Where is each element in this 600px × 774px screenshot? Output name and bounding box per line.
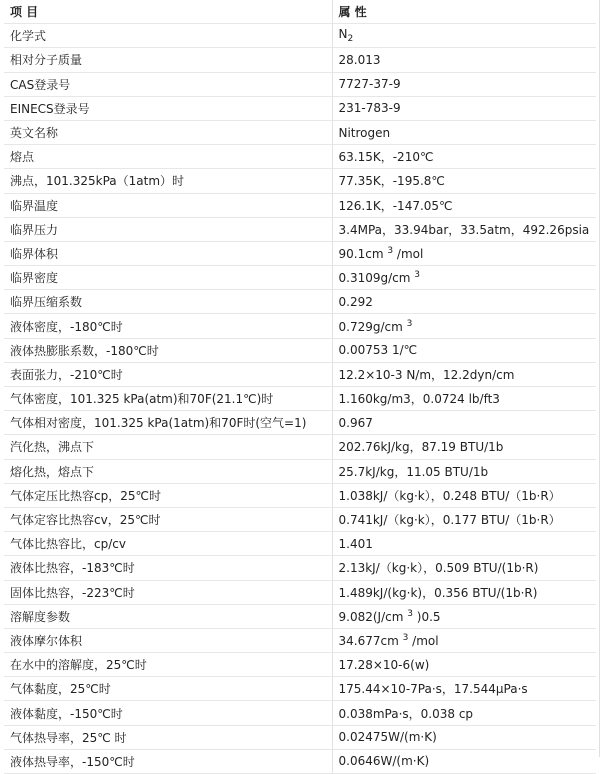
property-name: 液体摩尔体积 (10, 633, 83, 648)
property-value-cell (332, 241, 596, 265)
table-row (4, 120, 596, 144)
property-value-cell (332, 507, 596, 531)
property-name-cell (4, 507, 332, 531)
property-value: Nitrogen (338, 125, 391, 140)
property-name: 相对分子质量 (10, 53, 83, 68)
nitrogen-properties-table (4, 0, 596, 774)
property-name: 气体热导率，25℃ 时 (10, 730, 127, 745)
header-cell-value (332, 0, 596, 24)
table-row (4, 362, 596, 386)
property-name: 气体定压比热容cp，25℃时 (10, 488, 161, 503)
property-value-cell (332, 580, 596, 604)
property-value-cell (332, 314, 596, 338)
property-value-cell (332, 145, 596, 169)
property-name: 沸点，101.325kPa（1atm）时 (10, 174, 185, 189)
property-value-cell (332, 677, 596, 701)
table-row (4, 266, 596, 290)
property-value-cell (332, 217, 596, 241)
property-name: 溶解度参数 (10, 609, 71, 624)
table-row (4, 241, 596, 265)
property-name: 汽化热，沸点下 (10, 440, 95, 455)
table-row (4, 72, 596, 96)
property-value-cell (332, 193, 596, 217)
property-name-cell (4, 145, 332, 169)
property-name: 气体黏度，25℃时 (10, 682, 111, 697)
property-value: 0.741kJ/（kg·k），0.177 BTU/（1b·R） (338, 513, 561, 528)
property-value: 0.967 (338, 415, 373, 430)
property-name-cell (4, 362, 332, 386)
property-name-cell (4, 459, 332, 483)
property-name-cell (4, 653, 332, 677)
property-name-cell (4, 483, 332, 507)
table-row (4, 532, 596, 556)
property-name-cell (4, 677, 332, 701)
property-name: 英文名称 (10, 126, 59, 141)
table-header-row (4, 0, 596, 24)
property-value-cell (332, 24, 596, 48)
property-value: 63.15K，-210℃ (338, 150, 434, 165)
property-value: 0.02475W/(m·K) (338, 730, 437, 745)
value-superscript: 3 (414, 270, 420, 281)
property-value-cell (332, 628, 596, 652)
property-value-cell (332, 556, 596, 580)
property-name: 气体定容比热容cv，25℃时 (10, 513, 161, 528)
table-row (4, 338, 596, 362)
property-value-cell (332, 459, 596, 483)
table-row (4, 556, 596, 580)
property-value: 3.4MPa，33.94bar，33.5atm，492.26psia (338, 222, 590, 237)
property-value: 0.729g/cm (338, 319, 403, 334)
property-value-cell (332, 338, 596, 362)
property-value: 0.0646W/(m·K) (338, 754, 430, 769)
property-name-cell (4, 120, 332, 144)
property-name-cell (4, 96, 332, 120)
property-name-cell (4, 749, 332, 773)
table-row (4, 435, 596, 459)
value-superscript: 3 (387, 245, 394, 256)
property-name-cell (4, 604, 332, 628)
table-row (4, 507, 596, 531)
table-row (4, 604, 596, 628)
property-value-cell (332, 604, 596, 628)
table-row (4, 314, 596, 338)
property-name: 在水中的溶解度，25℃时 (10, 658, 147, 673)
property-value: 126.1K，-147.05℃ (338, 198, 453, 213)
property-value: 90.1cm (338, 246, 384, 261)
value-superscript: 3 (407, 608, 413, 619)
table-row (4, 677, 596, 701)
header-cell-item (4, 0, 332, 24)
property-name-cell (4, 290, 332, 314)
property-name-cell (4, 435, 332, 459)
header-value-label: 属 性 (338, 5, 367, 20)
table-row (4, 96, 596, 120)
property-value: 1.489kJ/(kg·k)，0.356 BTU/(1b·R) (338, 585, 538, 600)
property-name-cell (4, 48, 332, 72)
table-row (4, 701, 596, 725)
property-value-cell (332, 701, 596, 725)
property-value-cell (332, 532, 596, 556)
property-value: 25.7kJ/kg，11.05 BTU/1b (338, 464, 489, 479)
property-value-cell (332, 120, 596, 144)
property-value-cell (332, 483, 596, 507)
property-name-cell (4, 701, 332, 725)
property-name: 液体密度，-180℃时 (10, 319, 123, 334)
header-item-label: 项 目 (10, 5, 39, 20)
property-name: CAS登录号 (10, 77, 71, 92)
value-suffix: /mol (412, 633, 439, 648)
property-value-cell (332, 169, 596, 193)
table-row (4, 725, 596, 749)
property-value: N (338, 27, 348, 42)
property-name-cell (4, 72, 332, 96)
table-row (4, 387, 596, 411)
property-name-cell (4, 241, 332, 265)
table-row (4, 290, 596, 314)
table-row (4, 48, 596, 72)
property-value-cell (332, 653, 596, 677)
table-row (4, 145, 596, 169)
property-name: 液体比热容，-183℃时 (10, 561, 135, 576)
property-name: 液体黏度，-150℃时 (10, 706, 123, 721)
property-value: 0.00753 1/℃ (338, 343, 418, 358)
property-name: 表面张力，-210℃时 (10, 367, 123, 382)
property-name: EINECS登录号 (10, 101, 90, 116)
property-value: 28.013 (338, 52, 381, 67)
value-suffix: )0.5 (416, 609, 441, 624)
table-row (4, 459, 596, 483)
property-name-cell (4, 169, 332, 193)
property-value: 1.401 (338, 536, 373, 551)
property-value-cell (332, 387, 596, 411)
property-name-cell (4, 338, 332, 362)
table-row (4, 653, 596, 677)
value-superscript: 3 (406, 318, 413, 329)
property-name-cell (4, 217, 332, 241)
property-value: 175.44×10-7Pa·s，17.544μPa·s (338, 682, 528, 697)
property-value: 9.082(J/cm (338, 609, 404, 624)
table-row (4, 193, 596, 217)
property-name: 液体热导率，-150℃时 (10, 754, 135, 769)
property-name-cell (4, 24, 332, 48)
value-superscript: 3 (402, 632, 409, 643)
property-name: 临界压力 (10, 222, 59, 237)
property-name-cell (4, 314, 332, 338)
property-name-cell (4, 532, 332, 556)
property-name-cell (4, 628, 332, 652)
property-value-cell (332, 725, 596, 749)
property-value: 1.038kJ/（kg·k），0.248 BTU/（1b·R） (338, 488, 561, 503)
property-name-cell (4, 556, 332, 580)
property-value: 1.160kg/m3，0.0724 lb/ft3 (338, 392, 500, 407)
value-subscript: 2 (347, 34, 354, 45)
property-value: 231-783-9 (338, 101, 401, 116)
property-name: 气体密度，101.325 kPa(atm)和70F(21.1℃)时 (10, 392, 274, 407)
table-row (4, 169, 596, 193)
property-name: 气体相对密度，101.325 kPa(1atm)和70F时(空气=1) (10, 416, 307, 431)
property-name: 熔点 (10, 150, 35, 165)
property-name-cell (4, 725, 332, 749)
property-value: 7727-37-9 (338, 77, 401, 92)
table-row (4, 749, 596, 773)
property-name: 气体比热容比，cp/cv (10, 537, 126, 552)
property-name: 液体热膨胀系数，-180℃时 (10, 343, 159, 358)
table-row (4, 483, 596, 507)
property-value-cell (332, 290, 596, 314)
property-value: 202.76kJ/kg，87.19 BTU/1b (338, 440, 504, 455)
property-value-cell (332, 48, 596, 72)
property-value: 77.35K，-195.8℃ (338, 174, 445, 189)
table-row (4, 580, 596, 604)
property-value-cell (332, 411, 596, 435)
property-name: 临界体积 (10, 246, 59, 261)
property-value-cell (332, 72, 596, 96)
property-value: 17.28×10-6(w) (338, 657, 430, 672)
table-row (4, 24, 596, 48)
property-value: 34.677cm (338, 633, 399, 648)
property-value: 0.038mPa·s，0.038 cp (338, 706, 474, 721)
property-name: 临界密度 (10, 271, 59, 286)
property-value: 0.292 (338, 294, 373, 309)
table-row (4, 628, 596, 652)
property-name-cell (4, 580, 332, 604)
property-value-cell (332, 749, 596, 773)
table-row (4, 217, 596, 241)
property-name: 熔化热，熔点下 (10, 464, 95, 479)
property-value-cell (332, 266, 596, 290)
property-name: 固体比热容，-223℃时 (10, 585, 135, 600)
property-name-cell (4, 411, 332, 435)
table-body (4, 0, 596, 774)
property-name-cell (4, 193, 332, 217)
property-name-cell (4, 266, 332, 290)
table-row (4, 411, 596, 435)
property-value: 12.2×10-3 N/m，12.2dyn/cm (338, 367, 515, 382)
property-name: 临界温度 (10, 198, 59, 213)
property-name: 化学式 (10, 29, 47, 44)
property-name: 临界压缩系数 (10, 295, 83, 310)
property-value-cell (332, 435, 596, 459)
property-value: 0.3109g/cm (338, 271, 411, 286)
property-name-cell (4, 387, 332, 411)
property-value-cell (332, 362, 596, 386)
value-suffix: /mol (396, 246, 424, 261)
property-value: 2.13kJ/（kg·k），0.509 BTU/(1b·R) (338, 561, 539, 576)
property-value-cell (332, 96, 596, 120)
